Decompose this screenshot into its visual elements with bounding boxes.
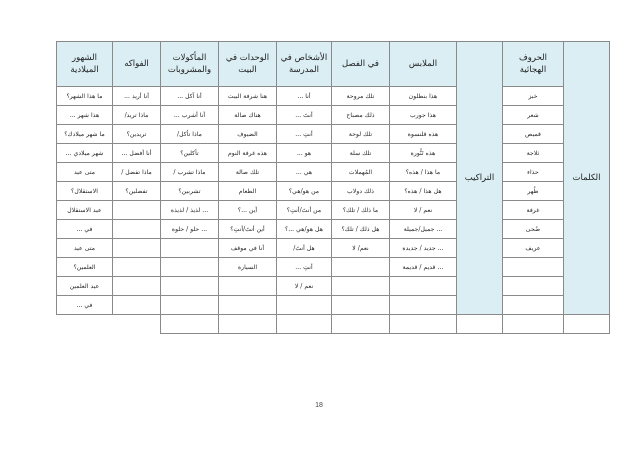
wahdat-cell: السيارة [219,258,277,277]
table-row [57,239,610,258]
makulat-cell: أنا أشرب ... [161,106,219,125]
makulat-cell [161,258,219,277]
makulat-cell: ماذا تأكل/ [161,125,219,144]
ashkhas-cell: من هو/هي؟ [277,182,332,201]
fasl-cell: ذلك مصباح [332,106,390,125]
table-row [57,87,610,106]
fasl-cell: ذلك دولاب [332,182,390,201]
wahdat-cell [219,277,277,296]
fawakih-cell: ماذا تفضل / [113,163,161,182]
makulat-cell: ... لذيذ / لذيذة [161,201,219,220]
shuhur-cell: هذا شهر ... [57,106,113,125]
fawakih-cell: ماذا تريد/ [113,106,161,125]
ashkhas-cell: نعم / لا [277,277,332,296]
huruf-cell [503,277,564,296]
makulat-cell [161,296,219,315]
shuhur-cell: شهر ميلادي ... [57,144,113,163]
malabis-cell: هذا جورب [390,106,457,125]
huruf-cell [503,296,564,315]
fawakih-cell [113,296,161,315]
shuhur-cell: عيد العلمين [57,277,113,296]
fawakih-cell [113,277,161,296]
huruf-cell: ضُحى [503,220,564,239]
fasl-cell [332,296,390,315]
header-shuhur: الشهور الميلادية [57,42,113,87]
table-row [57,296,610,315]
shuhur-cell: الاستقلال؟ [57,182,113,201]
shuhur-cell: متى عيد [57,163,113,182]
table-row [57,125,610,144]
shuhur-cell: ما شهر ميلادك؟ [57,125,113,144]
header-tarakib: التراكيب [457,42,503,315]
wahdat-cell: هذه غرفة النوم [219,144,277,163]
makulat-cell: أنا آكل ... [161,87,219,106]
fasl-cell [332,258,390,277]
huruf-cell [564,315,610,334]
wahdat-cell: تلك صالة [219,163,277,182]
huruf-cell [503,258,564,277]
header-row [57,42,610,87]
fawakih-cell [113,239,161,258]
fasl-cell: ما ذلك / تلك؟ [332,201,390,220]
fasl-cell [457,315,503,334]
shuhur-cell [161,315,219,334]
malabis-cell: نعم / لا [390,201,457,220]
shuhur-cell: متى عيد [57,239,113,258]
header-ashkhas: الأشخاص في المدرسة [277,42,332,87]
huruf-cell: قميص [503,125,564,144]
fasl-cell: تلك سلة [332,144,390,163]
fawakih-cell: تفضلين؟ [113,182,161,201]
malabis-cell [390,296,457,315]
wahdat-cell: أنا في موقف [219,239,277,258]
malabis-cell [503,315,564,334]
header-wahdat: الوحدات في البيت [219,42,277,87]
malabis-cell: هذا بنطلون [390,87,457,106]
makulat-cell [161,277,219,296]
ashkhas-cell [277,296,332,315]
malabis-cell: هذه قلنسوة [390,125,457,144]
malabis-cell: هل هذا / هذه؟ [390,182,457,201]
fawakih-cell: أنا أريد ... [113,87,161,106]
ashkhas-cell: هي ... [277,163,332,182]
makulat-cell: تأكلين؟ [161,144,219,163]
table-row [57,106,610,125]
huruf-cell: ظُهر [503,182,564,201]
header-huruf: الحروف الهجائية [503,42,564,87]
table-row [57,277,610,296]
huruf-cell: خبز [503,87,564,106]
malabis-cell [390,277,457,296]
ashkhas-cell: أنا ... [277,87,332,106]
malabis-cell: ... جميل/جميلة [390,220,457,239]
table-row [57,220,610,239]
ashkhas-cell: هل هو/هي ...؟ [277,220,332,239]
makulat-cell [161,239,219,258]
wahdat-cell: الطعام [219,182,277,201]
fasl-cell: المُهملات [332,163,390,182]
header-fasl: في الفصل [332,42,390,87]
malabis-cell: ... جديد / جديدة [390,239,457,258]
wahdat-cell [219,296,277,315]
fasl-cell: تلك لوحة [332,125,390,144]
fawakih-cell [113,220,161,239]
fasl-cell [332,277,390,296]
header-makulat: المأكولات والمشروبات [161,42,219,87]
table-row [57,258,610,277]
shuhur-cell: في ... [57,296,113,315]
ashkhas-cell: من أنتَ/أنتِ؟ [277,201,332,220]
wahdat-cell: هنا شرفة البيت [219,87,277,106]
table-row [57,201,610,220]
page-number: 18 [315,402,323,409]
malabis-cell: ... قديم / قديمة [390,258,457,277]
wahdat-cell: أين أنتَ/أنتِ؟ [219,220,277,239]
shuhur-cell: ما هذا الشهر؟ [57,87,113,106]
header-malabis: الملابس [390,42,457,87]
makulat-cell: ... حلو / حلوة [161,220,219,239]
fawakih-cell [219,315,277,334]
ashkhas-cell: هل أنتَ/ [277,239,332,258]
ashkhas-cell: أنتِ ... [277,258,332,277]
huruf-cell: حذاء [503,163,564,182]
shuhur-cell: في ... [57,220,113,239]
fawakih-cell: تريدين؟ [113,125,161,144]
fasl-cell: تلك مروحة [332,87,390,106]
fawakih-cell [113,201,161,220]
vocabulary-table [56,41,610,334]
header-kalimat: الكلمات [564,42,610,315]
malabis-cell: ما هذا / هذه؟ [390,163,457,182]
shuhur-cell: عيد الاستقلال [57,201,113,220]
makulat-cell: ماذا تشرب / [161,163,219,182]
table-row [57,182,610,201]
table-row [57,144,610,163]
wahdat-cell: أين ...؟ [219,201,277,220]
makulat-cell: تشربين؟ [161,182,219,201]
huruf-cell: شعر [503,106,564,125]
ashkhas-cell: هو ... [277,144,332,163]
fawakih-cell [113,258,161,277]
fawakih-cell: أنا أفضل ... [113,144,161,163]
malabis-cell: هذه تَنُّورة [390,144,457,163]
huruf-cell: ثلاجة [503,144,564,163]
huruf-cell: عريف [503,239,564,258]
wahdat-cell: الضيوف [219,125,277,144]
ashkhas-cell [390,315,457,334]
fasl-cell: نعم/ لا [332,239,390,258]
wahdat-cell: هناك صالة [219,106,277,125]
huruf-cell: غرفة [503,201,564,220]
table-row [57,315,610,334]
fasl-cell: هل ذلك / تلك؟ [332,220,390,239]
wahdat-cell [332,315,390,334]
ashkhas-cell: أنتِ ... [277,125,332,144]
table-row [57,163,610,182]
shuhur-cell: العلمين؟ [57,258,113,277]
header-fawakih: الفواكه [113,42,161,87]
ashkhas-cell: أنتَ ... [277,106,332,125]
makulat-cell [277,315,332,334]
